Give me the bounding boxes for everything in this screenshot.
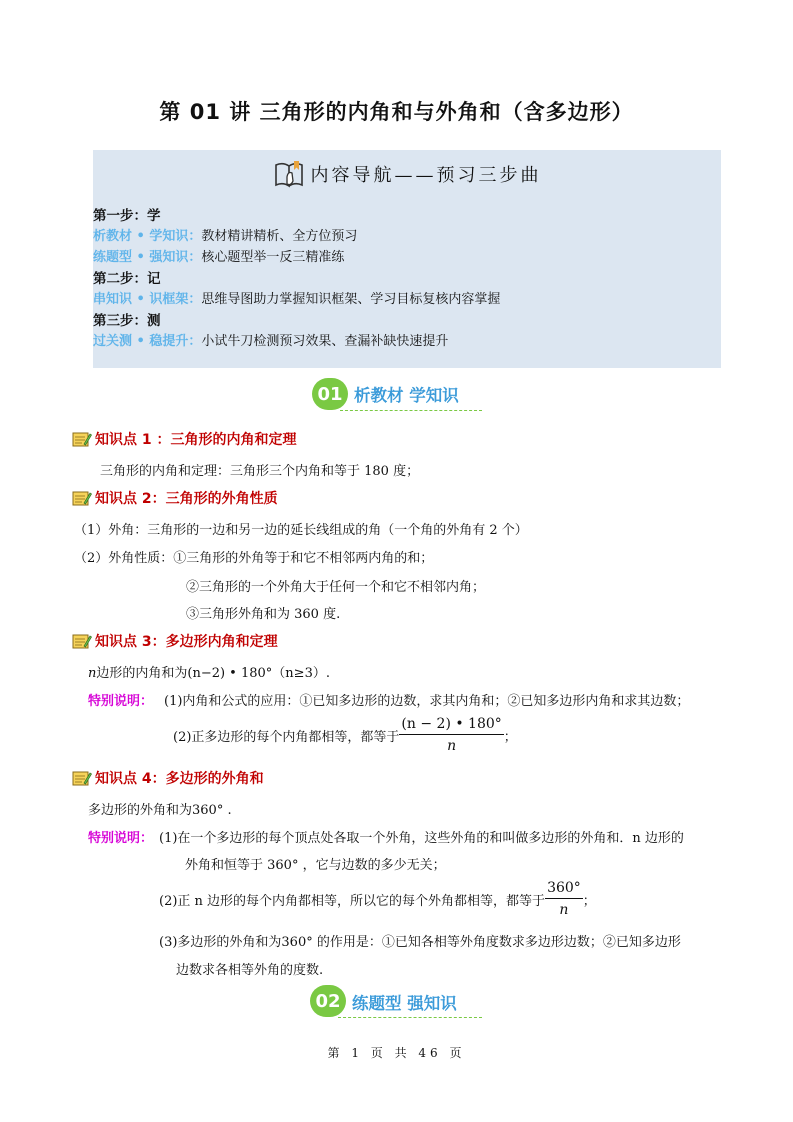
notebook-pencil-icon bbox=[72, 431, 92, 447]
step-1-heading: 第一步：学 bbox=[93, 208, 161, 224]
nav-row-1 bbox=[93, 225, 357, 244]
kp-4-note-2 bbox=[159, 880, 596, 918]
kp-3-note-2-text: (2)正多边形的每个内角都相等，都等于 bbox=[173, 729, 400, 745]
section-02-title: 练题型 强知识 bbox=[352, 994, 457, 1013]
kp-4-note-1b: 外角和恒等于 360° ，它与边数的多少无关； bbox=[185, 858, 446, 873]
nav-header bbox=[93, 156, 721, 192]
kp-3-fraction-denominator: n bbox=[447, 738, 457, 754]
kp-3-note-2 bbox=[173, 716, 517, 754]
kp-4-note-2-end: ； bbox=[582, 893, 596, 909]
kp-1-text: 三角形的内角和定理：三角形三个内角和等于 180 度； bbox=[100, 464, 420, 479]
kp-4-fraction-numerator: 360° bbox=[545, 880, 583, 899]
notebook-pencil-icon bbox=[72, 633, 92, 649]
kp-3-fraction bbox=[399, 716, 503, 754]
nav-row-1-label: 析教材 • 学知识： bbox=[93, 229, 202, 244]
nav-row-1-desc: 教材精讲精析、全方位预习 bbox=[201, 229, 358, 244]
page-title: 第 01 讲 三角形的内角和与外角和（含多边形） bbox=[159, 100, 634, 124]
kp-4-note-1a: (1)在一个多边形的每个顶点处各取一个外角，这些外角的和叫做多边形的外角和．n 边形的 bbox=[159, 831, 684, 846]
kp-3-heading bbox=[72, 631, 278, 651]
page-footer: 第 1 页 共 46 页 bbox=[327, 1046, 466, 1060]
book-icon bbox=[273, 159, 307, 189]
section-01-title: 析教材 学知识 bbox=[354, 386, 459, 405]
kp-3-fraction-numerator: (n − 2) • 180° bbox=[399, 716, 503, 735]
nav-row-4 bbox=[93, 330, 448, 349]
nav-row-3 bbox=[93, 288, 500, 307]
kp-3-note-label: 特别说明： bbox=[88, 694, 154, 709]
nav-row-3-desc: 思维导图助力掌握知识框架、学习目标复核内容掌握 bbox=[201, 292, 501, 307]
kp-3-title: 知识点 3：多边形内角和定理 bbox=[95, 634, 278, 650]
kp-2-line-3: ②三角形的一个外角大于任何一个和它不相邻内角； bbox=[186, 580, 486, 595]
kp-1-heading bbox=[72, 429, 297, 449]
kp-2-line-2: （2）外角性质：①三角形的外角等于和它不相邻两内角的和； bbox=[74, 551, 434, 566]
nav-header-text: 内容导航——预习三步曲 bbox=[310, 165, 542, 186]
kp-2-title: 知识点 2：三角形的外角性质 bbox=[95, 491, 278, 507]
kp-4-text: 多边形的外角和为360° . bbox=[88, 803, 232, 818]
kp-3-note-2-end: ； bbox=[503, 729, 517, 745]
nav-row-4-label: 过关测 • 稳提升： bbox=[93, 334, 202, 349]
kp-1-title: 知识点 1 ：三角形的内角和定理 bbox=[95, 432, 297, 448]
nav-row-2 bbox=[93, 246, 344, 265]
kp-3-formula bbox=[88, 662, 330, 681]
kp-3-formula-var: n bbox=[88, 666, 97, 681]
kp-4-note-label: 特别说明： bbox=[88, 831, 154, 846]
section-01-underline bbox=[340, 410, 482, 411]
kp-4-title: 知识点 4：多边形的外角和 bbox=[95, 771, 264, 787]
section-01-badge: 01 bbox=[312, 378, 348, 410]
kp-2-heading bbox=[72, 488, 278, 508]
kp-4-note-2-text: (2)正 n 边形的每个内角都相等，所以它的每个外角都相等，都等于 bbox=[159, 893, 546, 909]
nav-row-3-label: 串知识 • 识框架： bbox=[93, 292, 202, 307]
notebook-pencil-icon bbox=[72, 770, 92, 786]
kp-2-line-1: （1）外角：三角形的一边和另一边的延长线组成的角（一个角的外角有 2 个） bbox=[74, 523, 528, 538]
kp-4-fraction bbox=[545, 880, 583, 918]
kp-3-note-1: (1)内角和公式的应用：①已知多边形的边数，求其内角和；②已知多边形内角和求其边数； bbox=[164, 694, 690, 709]
nav-row-4-desc: 小试牛刀检测预习效果、查漏补缺快速提升 bbox=[201, 334, 449, 349]
kp-4-note-3a: (3)多边形的外角和为360° 的作用是：①已知各相等外角度数求多边形边数；②已知多边形 bbox=[159, 935, 681, 950]
section-02-badge: 02 bbox=[310, 985, 346, 1017]
kp-4-heading bbox=[72, 768, 264, 788]
section-02-underline bbox=[338, 1017, 482, 1018]
kp-4-note-3b: 边数求各相等外角的度数. bbox=[176, 963, 324, 978]
nav-row-2-desc: 核心题型举一反三精准练 bbox=[201, 250, 345, 265]
notebook-pencil-icon bbox=[72, 490, 92, 506]
kp-2-line-4: ③三角形外角和为 360 度. bbox=[186, 607, 341, 622]
content-navigation-box bbox=[93, 150, 721, 368]
step-3-heading: 第三步：测 bbox=[93, 313, 161, 329]
step-2-heading: 第二步：记 bbox=[93, 271, 161, 287]
kp-3-formula-text: 边形的内角和为(n−2) • 180°（n≥3）. bbox=[96, 666, 330, 681]
kp-4-fraction-denominator: n bbox=[559, 902, 569, 918]
nav-row-2-label: 练题型 • 强知识： bbox=[93, 250, 202, 265]
